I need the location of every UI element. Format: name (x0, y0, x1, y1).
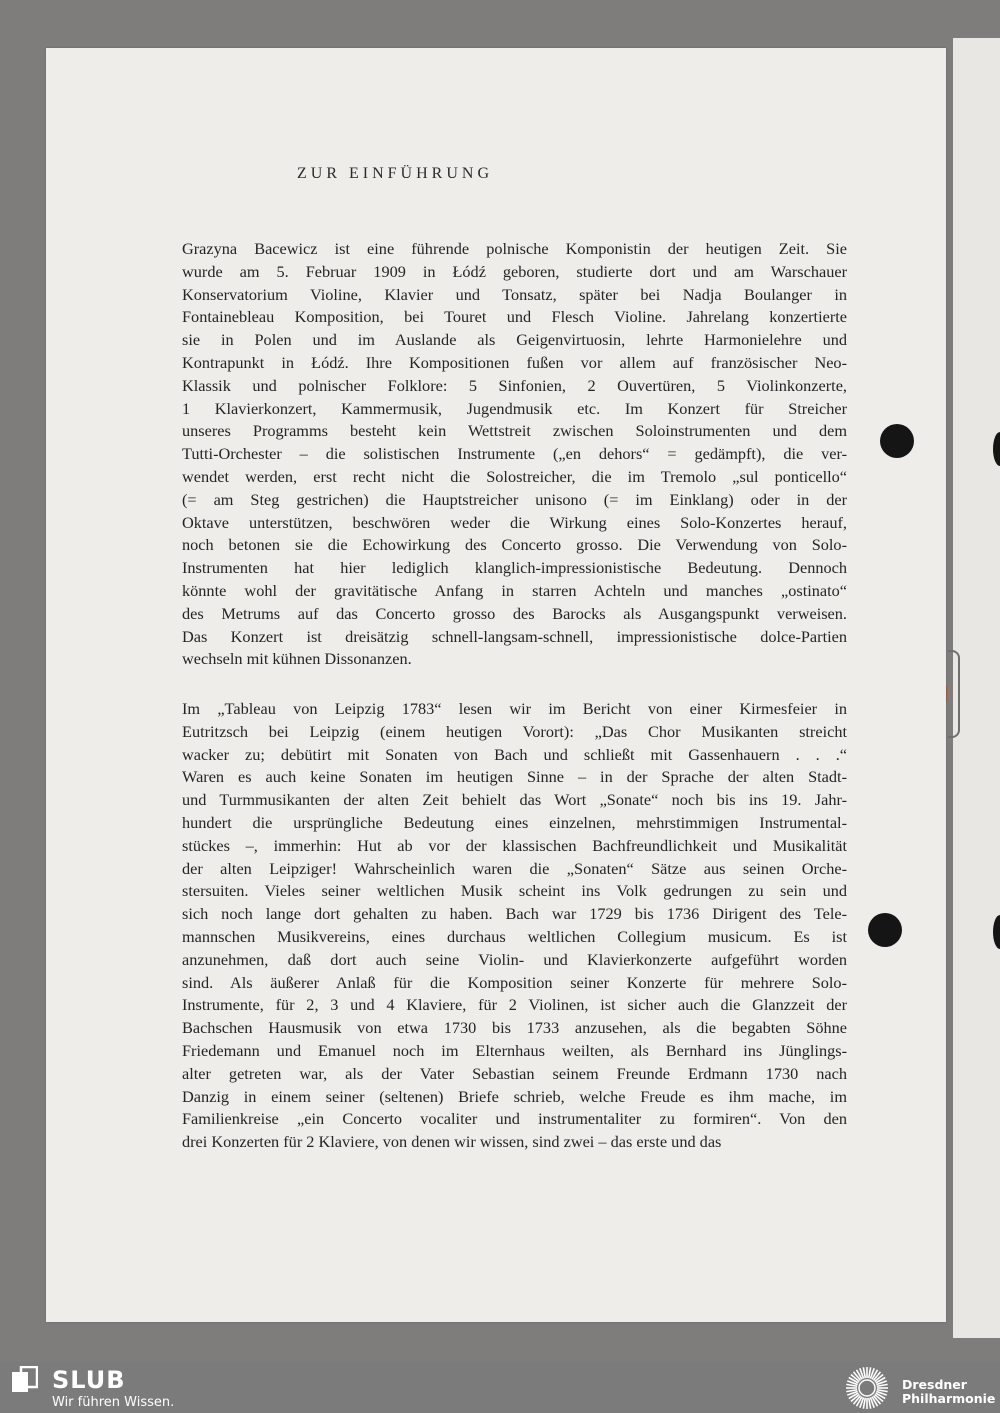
text-line: Waren es auch keine Sonaten im heutigen Sinne – in der Sprache der alten Stadt- (182, 767, 847, 787)
text-line: Friedemann und Emanuel noch im Elternhaus weilten, als Bernhard ins Jünglings- (182, 1040, 847, 1060)
text-line: sich noch lange dort gehalten zu haben. Bach war 1729 bis 1736 Dirigent des Tele- (182, 904, 847, 924)
text-line: Konservatorium Violine, Klavier und Tonsatz, später bei Nadja Boulanger in (182, 284, 847, 304)
partner-name-line1[interactable]: Dresdner (902, 1377, 967, 1392)
text-line: wurde am 5. Februar 1909 in Łódź geboren, studierte dort und am Warschauer (182, 261, 847, 281)
philharmonie-sunburst-icon[interactable] (842, 1366, 892, 1410)
punch-hole (880, 424, 914, 458)
punch-hole (993, 915, 1000, 949)
text-line: Danzig in einem seiner (seltenen) Briefe schrieb, welche Freude es ihm mache, im (182, 1086, 847, 1106)
punch-hole (993, 432, 1000, 466)
text-line: stückes –, immerhin: Hut ab vor der klassischen Bachfreundlichkeit und Musikalität (182, 835, 847, 855)
paragraph-bach (182, 698, 847, 1154)
text-line: wacker zu; debütirt mit Sonaten von Bach und schließt mit Gassenhauern . . .“ (182, 744, 847, 764)
text-line: könnte wohl der gravitätische Anfang in starren Achteln und manches „ostinato“ (182, 580, 847, 600)
text-line: sind. Als äußerer Anlaß für die Komposition seiner Konzerte für mehrere Solo- (182, 972, 847, 992)
text-line: Bachschen Hausmusik von etwa 1730 bis 1733 anzusehen, als die begabten Söhne (182, 1018, 847, 1038)
text-line: und Turmmusikanten der alten Zeit behielt das Wort „Sonate“ noch bis ins 19. Jahr- (182, 790, 847, 810)
next-page-edge (953, 38, 1000, 1338)
text-line: wendet werden, erst recht nicht die Solostreicher, die im Tremolo „sul ponticello“ (182, 466, 847, 486)
text-line: Familienkreise „ein Concerto vocaliter und instrumentaliter zu formiren“. Von den (182, 1109, 847, 1129)
text-line: noch betonen sie die Echowirkung des Concerto grosso. Die Verwendung von Solo- (182, 535, 847, 555)
text-line: 1 Klavierkonzert, Kammermusik, Jugendmusik etc. Im Konzert für Streicher (182, 398, 847, 418)
text-line: Eutritzsch bei Leipzig (einem heutigen Vorort): „Das Chor Musikanten streicht (182, 721, 847, 741)
text-line: Klassik und polnischer Folklore: 5 Sinfonien, 2 Ouvertüren, 5 Violinkonzerte, (182, 375, 847, 395)
text-line: Grazyna Bacewicz ist eine führende polnische Komponistin der heutigen Zeit. Sie (182, 239, 847, 258)
text-line: stersuiten. Vieles seiner weltlichen Musik scheint ins Volk gedrungen zu sein und (182, 881, 847, 901)
page-title: ZUR EINFÜHRUNG (297, 165, 493, 182)
text-line: alter getreten war, als der Vater Sebastian seinem Freunde Erdmann 1730 nach (182, 1063, 847, 1083)
text-line: Oktave unterstützen, beschwören weder die Wirkung eines Solo-Konzertes herauf, (182, 512, 847, 532)
text-line: Instrumente, für 2, 3 und 4 Klaviere, für 2 Violinen, ist sicher auch die Glanzzeit der (182, 995, 847, 1015)
partner-name-line2[interactable]: Philharmonie (902, 1391, 996, 1406)
text-line: sie in Polen und im Auslande als Geigenvirtuosin, lehrte Harmonielehre und (182, 330, 847, 350)
text-line: Im „Tableau von Leipzig 1783“ lesen wir im Bericht von einer Kirmesfeier in (182, 699, 847, 718)
text-line: unseres Programms besteht kein Wettstreit zwischen Soloinstrumenten und dem (182, 421, 847, 441)
paragraph-bacewicz (182, 238, 847, 671)
text-line: der alten Leipziger! Wahrscheinlich waren die „Sonaten“ Sätze aus seinen Orche- (182, 858, 847, 878)
text-line: Tutti-Orchester – die solistischen Instrumente („en dehors“ = gedämpft), die ver- (182, 444, 847, 464)
text-line: anzunehmen, daß dort auch seine Violin- und Klavierkonzerte aufgeführt worden (182, 949, 847, 969)
text-line: (= am Steg gestrichen) die Hauptstreicher unisono (= im Einklang) oder in der (182, 489, 847, 509)
slub-book-icon (12, 1366, 38, 1394)
text-line: Kontrapunkt in Łódź. Ihre Kompositionen fußen vor allem auf französischer Neo- (182, 352, 847, 372)
text-line: des Metrums auf das Concerto grosso des Barocks als Ausgangspunkt verweisen. (182, 603, 847, 623)
staple (948, 650, 960, 738)
library-tagline: Wir führen Wissen. (52, 1395, 175, 1410)
text-line: wechseln mit kühnen Dissonanzen. (182, 649, 412, 669)
text-line: mannschen Musikvereins, eines durchaus weltlichen Collegium musicum. Es ist (182, 926, 847, 946)
punch-hole (868, 913, 902, 947)
text-line: Das Konzert ist dreisätzig schnell-langsam-schnell, impressionistische dolce-Partien (182, 626, 847, 646)
text-line: hundert die ursprüngliche Bedeutung eines einzelnen, mehrstimmigen Instrumental- (182, 812, 847, 832)
text-line: drei Konzerten für 2 Klaviere, von denen wir wissen, sind zwei – das erste und das (182, 1132, 722, 1152)
text-line: Fontainebleau Komposition, bei Touret und Flesch Violine. Jahrelang konzertierte (182, 307, 847, 327)
library-name[interactable]: SLUB (52, 1366, 126, 1394)
text-line: Instrumenten hat hier lediglich klanglich-impressionistische Bedeutung. Dennoch (182, 558, 847, 578)
